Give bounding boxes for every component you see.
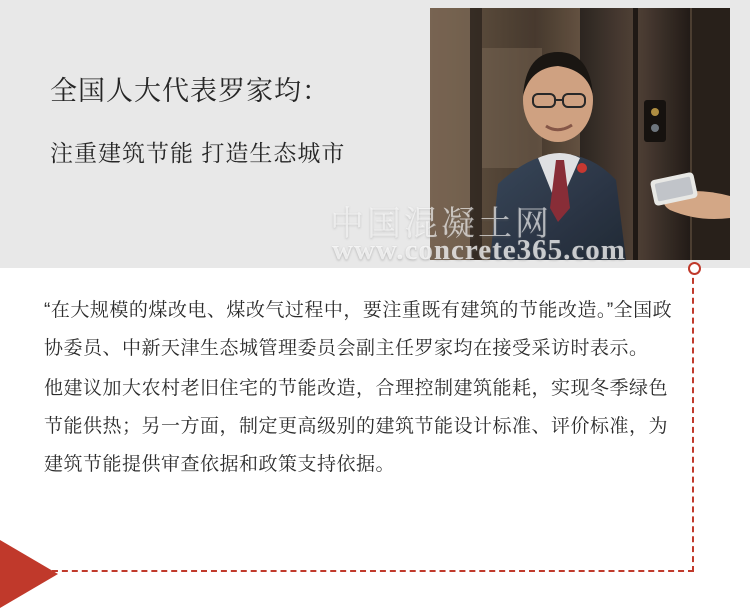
article-body (44, 292, 684, 484)
red-corner-ribbon (0, 540, 58, 608)
watermark-url: www.concrete365.com (332, 234, 626, 266)
photo-illustration (430, 8, 730, 260)
watermark-chinese: 中国混凝土网 (330, 205, 552, 243)
corner-dot-marker (688, 262, 701, 275)
interview-photo (430, 8, 730, 260)
article-paragraph: 他建议加大农村老旧住宅的节能改造，合理控制建筑能耗，实现冬季绿色节能供热；另一方面，制定更高级别的建筑节能设计标准、评价标准，为建筑节能提供审查依据和政策支持依据。 (44, 378, 669, 475)
headline-block (50, 72, 450, 170)
page-subtitle: 注重建筑节能 打造生态城市 (50, 140, 346, 166)
article-paragraph: “在大规模的煤改电、煤改气过程中，要注重既有建筑的节能改造。”全国政协委员、中新天津生态城管理委员会副主任罗家均在接受采访时表示。 (44, 300, 673, 359)
page-title: 全国人大代表罗家均： (50, 76, 330, 106)
